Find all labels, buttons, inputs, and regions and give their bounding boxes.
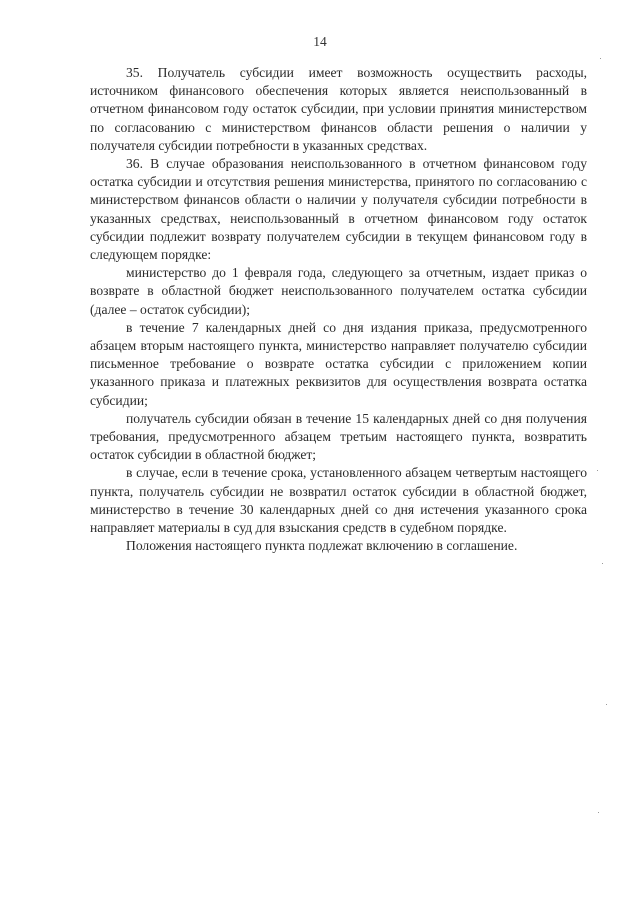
paragraph-36-court-recovery: в случае, если в течение срока, установленного абзацем четвертым настоящего пункта, получатель субсидии не возвратил остаток субсидии в областной бюджет, министерство в течение 30 календарных дней со дня истечения указанного срока направляет материалы в суд для взыскания средств в судебном порядке.	[90, 465, 587, 536]
scan-speck	[606, 704, 607, 705]
page-number: 14	[313, 34, 327, 49]
document-body	[90, 64, 587, 555]
scan-speck	[602, 563, 603, 564]
paragraph-36: 36. В случае образования неиспользованного в отчетном финансовом году остатка субсидии и отсутствия решения министерства, принятого по согласованию с министерством финансов области о наличии у получателя субсидии потребности в указанных средствах, неиспользованный в отчетном финансовом году остаток субсидии подлежит возврату получателем субсидии в текущем финансовом году в следующем порядке:	[90, 156, 587, 263]
paragraph-36-agreement-clause: Положения настоящего пункта подлежат включению в соглашение.	[126, 538, 518, 554]
paragraph-35: 35. Получатель субсидии имеет возможность осуществить расходы, источником финансового обеспечения которых является неиспользованный в отчетном финансовом году остаток субсидии, при условии принятия министерством по согласованию с министерством финансов области решения о наличии у получателя субсидии потребности в указанных средствах.	[90, 65, 587, 153]
scan-speck	[598, 812, 599, 813]
paragraph-36-recipient-refund: получатель субсидии обязан в течение 15 календарных дней со дня получения требования, предусмотренного абзацем третьим настоящего пункта, возвратить остаток субсидии в областной бюджет;	[90, 410, 587, 463]
scan-speck	[600, 58, 601, 59]
scan-speck	[597, 470, 598, 471]
paragraph-36-ministry-order: министерство до 1 февраля года, следующего за отчетным, издает приказ о возврате в областной бюджет неиспользованного получателем остатка субсидии (далее – остаток субсидии);	[90, 265, 587, 317]
paragraph-36-written-demand: в течение 7 календарных дней со дня издания приказа, предусмотренного абзацем вторым настоящего пункта, министерство направляет получателю субсидии письменное требование о возврате остатка субсидии с приложением копии указанного приказа и платежных реквизитов для осуществления возврата остатка субсидии;	[90, 319, 587, 408]
